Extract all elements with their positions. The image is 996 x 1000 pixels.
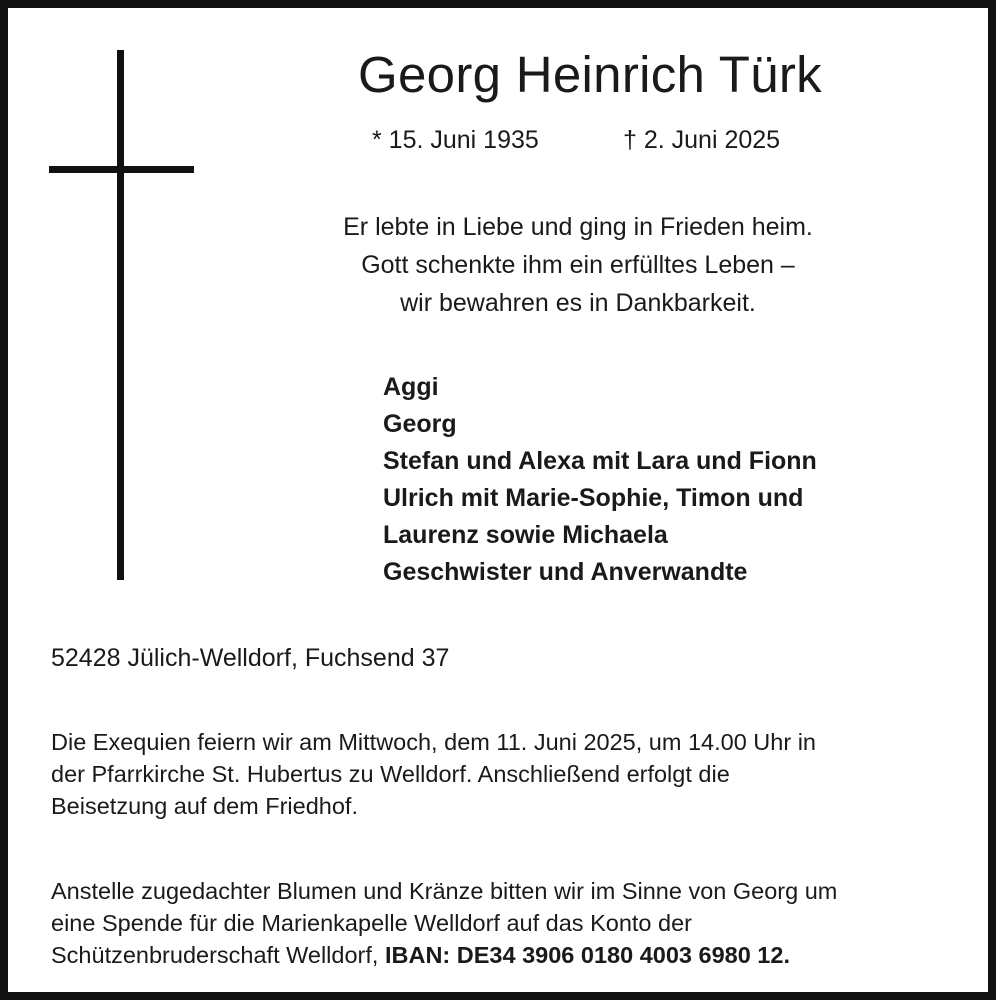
- birth-date: * 15. Juni 1935: [372, 126, 539, 154]
- verse-line: wir bewahren es in Dankbarkeit.: [400, 289, 756, 317]
- iban-number: IBAN: DE34 3906 0180 4003 6980 12.: [384, 942, 790, 968]
- life-dates: [8, 123, 996, 157]
- donation-line: eine Spende für die Marienkapelle Welldorf auf das Konto der: [51, 910, 692, 936]
- family-address: 52428 Jülich-Welldorf, Fuchsend 37: [51, 644, 450, 672]
- cross-horizontal-bar: [49, 166, 194, 173]
- donation-notice: [51, 875, 971, 971]
- verse-line: Gott schenkte ihm ein erfülltes Leben –: [361, 251, 795, 279]
- funeral-notice: [51, 726, 971, 822]
- death-date: † 2. Juni 2025: [623, 126, 781, 154]
- funeral-line: Die Exequien feiern wir am Mittwoch, dem 11. Juni 2025, um 14.00 Uhr in: [51, 729, 816, 755]
- mourners-list: [383, 369, 943, 591]
- mourner-line: Stefan und Alexa mit Lara und Fionn: [383, 447, 817, 475]
- funeral-line: Beisetzung auf dem Friedhof.: [51, 793, 358, 819]
- mourner-line: Aggi: [383, 373, 439, 401]
- donation-line: [51, 939, 971, 971]
- verse-line: Er lebte in Liebe und ging in Frieden heim.: [343, 213, 813, 241]
- donation-line: Anstelle zugedachter Blumen und Kränze bitten wir im Sinne von Georg um: [51, 878, 838, 904]
- mourner-line: Georg: [383, 410, 457, 438]
- donation-recipient: Schützenbruderschaft Welldorf,: [51, 942, 385, 968]
- funeral-line: der Pfarrkirche St. Hubertus zu Welldorf. Anschließend erfolgt die: [51, 761, 730, 787]
- mourner-line: Geschwister und Anverwandte: [383, 558, 748, 586]
- mourner-line: Ulrich mit Marie-Sophie, Timon und: [383, 484, 804, 512]
- mourner-line: Laurenz sowie Michaela: [383, 521, 668, 549]
- memorial-verse: [288, 208, 868, 322]
- deceased-name: Georg Heinrich Türk: [358, 46, 822, 103]
